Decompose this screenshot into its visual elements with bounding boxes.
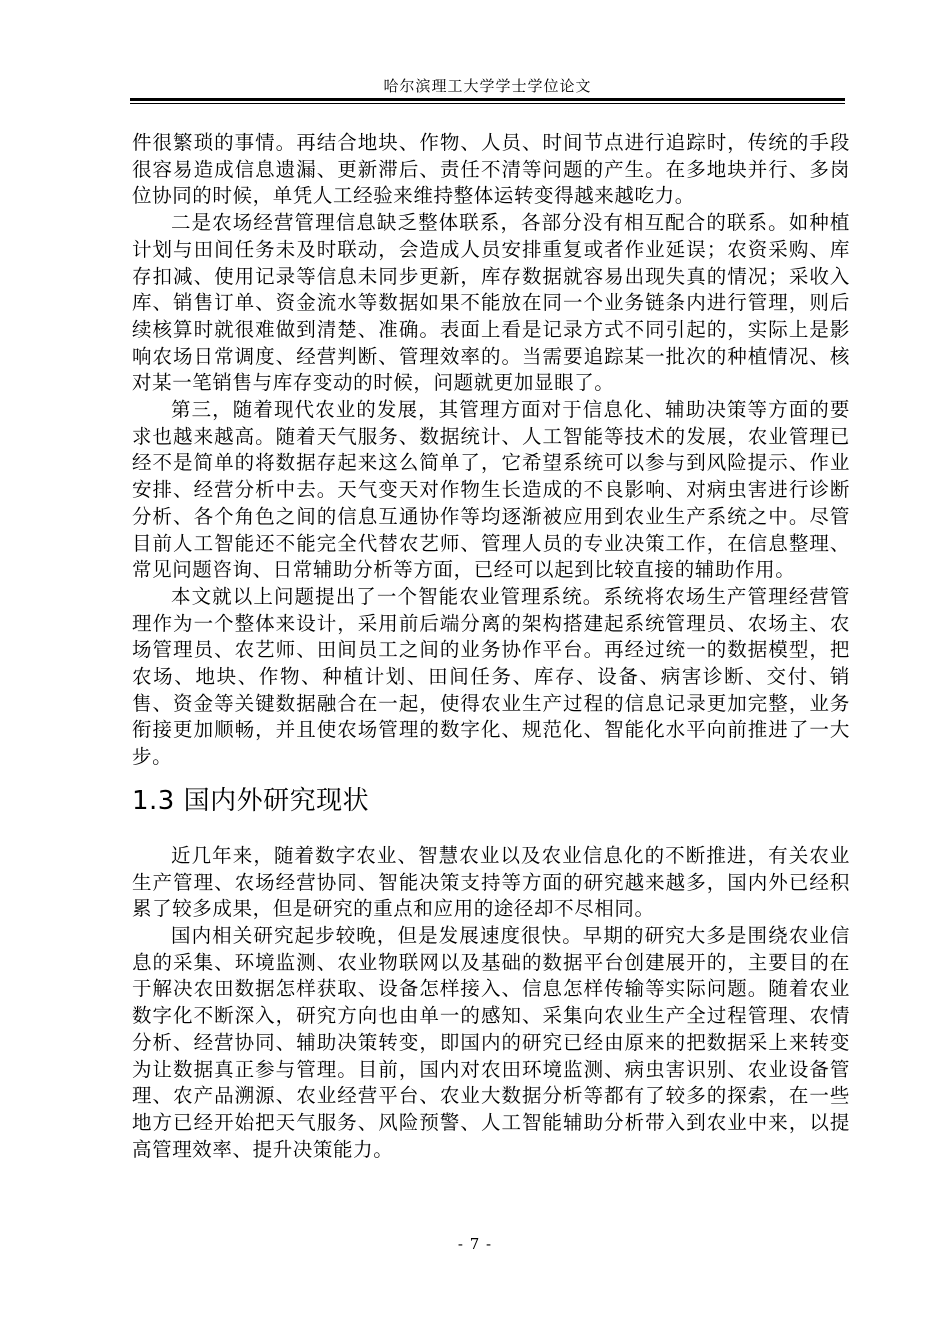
paragraph-system-proposal: 本文就以上问题提出了一个智能农业管理系统。系统将农场生产管理经营管理作为一个整体来设计，采用前后端分离的架构搭建起系统管理员、农场主、农场管理员、农艺师、田间员工之间的业务协作平台。再经过统一的数据模型，把农场、地块、作物、种植计划、田间任务、库存、设备、病害诊断、交付、销售、资金等关键数据融合在一起，使得农业生产过程的信息记录更加完整，业务衔接更加顺畅，并且使农场管理的数字化、规范化、智能化水平向前推进了一大步。	[132, 584, 850, 769]
paragraph-continued: 件很繁琐的事情。再结合地块、作物、人员、时间节点进行追踪时，传统的手段很容易造成信息遗漏、更新滞后、责任不清等问题的产生。在多地块并行、多岗位协同的时候，单凭人工经验来维持整体运转变得越来越吃力。	[132, 131, 850, 208]
running-header: 哈尔滨理工大学学士学位论文	[383, 77, 592, 95]
body-text	[132, 130, 850, 1163]
header-rule-thick	[130, 98, 845, 101]
paragraph-domestic-research: 国内相关研究起步较晚，但是发展速度很快。早期的研究大多是围绕农业信息的采集、环境监测、农业物联网以及基础的数据平台创建展开的，主要目的在于解决农田数据怎样获取、设备怎样接入、信息怎样传输等实际问题。随着农业数字化不断深入，研究方向也由单一的感知、采集向农业生产全过程管理、农情分析、经营协同、辅助决策转变，即国内的研究已经由原来的把数据采上来转变为让数据真正参与管理。目前，国内对农田环境监测、病虫害识别、农业设备管理、农产品溯源、农业经营平台、农业大数据分析等都有了较多的探索，在一些地方已经开始把天气服务、风险预警、人工智能辅助分析带入到农业中来，以提高管理效率、提升决策能力。	[132, 923, 850, 1161]
paragraph-research-overview: 近几年来，随着数字农业、智慧农业以及农业信息化的不断推进，有关农业生产管理、农场经营协同、智能决策支持等方面的研究越来越多，国内外已经积累了较多成果，但是研究的重点和应用的途径却不尽相同。	[132, 843, 850, 921]
paragraph-second-point: 二是农场经营管理信息缺乏整体联系，各部分没有相互配合的联系。如种植计划与田间任务未及时联动，会造成人员安排重复或者作业延误；农资采购、库存扣减、使用记录等信息未同步更新，库存数据就容易出现失真的情况；采收入库、销售订单、资金流水等数据如果不能放在同一个业务链条内进行管理，则后续核算时就很难做到清楚、准确。表面上看是记录方式不同引起的，实际上是影响农场日常调度、经营判断、管理效率的。当需要追踪某一批次的种植情况、核对某一笔销售与库存变动的时候，问题就更加显眼了。	[132, 211, 850, 395]
page-number: - 7 -	[457, 1235, 493, 1253]
header-rule-thin	[130, 103, 845, 104]
paragraph-third-point: 第三，随着现代农业的发展，其管理方面对于信息化、辅助决策等方面的要求也越来越高。随着天气服务、数据统计、人工智能等技术的发展，农业管理已经不是简单的将数据存起来这么简单了，它希望系统可以参与到风险提示、作业安排、经营分析中去。天气变天对作物生长造成的不良影响、对病虫害进行诊断分析、各个角色之间的信息互通协作等均逐渐被应用到农业生产系统之中。尽管目前人工智能还不能完全代替农艺师、管理人员的专业决策工作，在信息整理、常见问题咨询、日常辅助分析等方面，已经可以起到比较直接的辅助作用。	[132, 398, 850, 582]
section-heading: 1.3 国内外研究现状	[132, 785, 370, 816]
